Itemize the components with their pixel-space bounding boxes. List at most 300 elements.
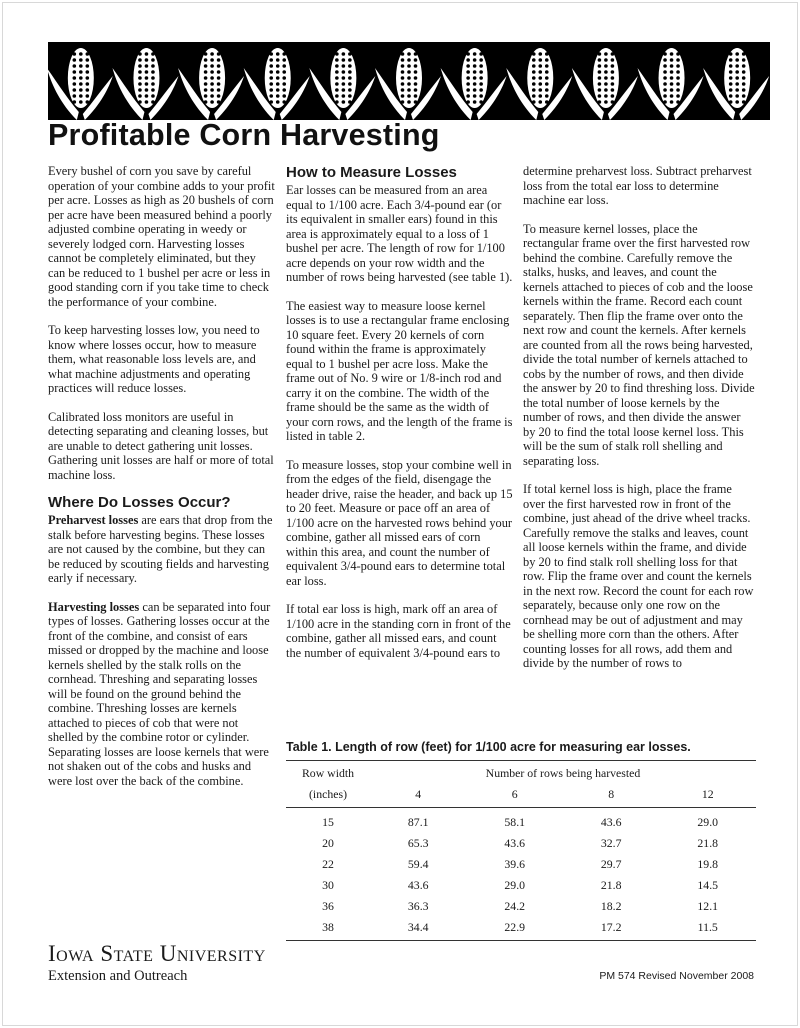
corn-kernel-dot <box>73 94 77 98</box>
corn-kernel-dot <box>545 64 549 68</box>
corn-kernel-dot <box>538 64 542 68</box>
corn-kernel-dot <box>407 94 411 98</box>
corn-kernel-dot <box>611 100 615 104</box>
corn-kernel-dot <box>611 64 615 68</box>
corn-kernel-dot <box>466 76 470 80</box>
corn-kernel-dot <box>538 94 542 98</box>
corn-kernel-dot <box>676 64 680 68</box>
paragraph-text: can be separated into four types of losses. Gathering losses occur at the front of the combine, and consist of ears missed or dropped by the machine and loose kernels shelled by the stalk rolls on the cornhead. Threshing and separating losses will be found on the ground behind the combine. Threshing losses are kernels attached to pieces of cob that were not shelled by the combine rotor or cylinder. Separating losses are loose kernels that were not shaken out of the cobs and husks and were lost over the back of the combine. <box>48 599 271 788</box>
corn-kernel-dot <box>473 52 477 56</box>
column-1 <box>48 164 276 802</box>
corn-kernel-dot <box>401 94 405 98</box>
row-width-cell: 36 <box>322 899 334 913</box>
corn-kernel-dot <box>479 58 483 62</box>
corn-kernel-dot <box>538 88 542 92</box>
corn-kernel-dot <box>604 76 608 80</box>
corn-kernel-dot <box>217 70 221 74</box>
corn-kernel-dot <box>735 70 739 74</box>
corn-kernel-dot <box>479 88 483 92</box>
corn-kernel-dot <box>466 94 470 98</box>
corn-kernel-dot <box>407 70 411 74</box>
table-cell: 18.2 <box>600 899 622 913</box>
row-width-unit: (inches) <box>286 784 370 808</box>
corn-kernel-dot <box>145 52 149 56</box>
corn-kernel-dot <box>342 94 346 98</box>
corn-kernel-dot <box>598 64 602 68</box>
corn-kernel-dot <box>401 64 405 68</box>
corn-kernel-dot <box>742 82 746 86</box>
paragraph: determine preharvest loss. Subtract preharvest loss from the total ear loss to determine machine ear loss. <box>523 164 752 207</box>
corn-kernel-dot <box>282 64 286 68</box>
corn-kernel-dot <box>414 52 418 56</box>
corn-kernel-dot <box>538 58 542 62</box>
corn-kernel-dot <box>79 70 83 74</box>
corn-kernel-dot <box>414 100 418 104</box>
corn-kernel-dot <box>473 100 477 104</box>
corn-kernel-dot <box>348 82 352 86</box>
corn-kernel-dot <box>670 82 674 86</box>
corn-kernel-dot <box>138 58 142 62</box>
section-heading-measure: How to Measure Losses <box>286 164 457 181</box>
corn-kernel-dot <box>670 58 674 62</box>
corn-kernel-dot <box>479 76 483 80</box>
corn-kernel-dot <box>663 82 667 86</box>
table-cell: 43.6 <box>504 836 526 850</box>
term-harvesting: Harvesting losses <box>48 599 140 614</box>
corn-kernel-dot <box>151 52 155 56</box>
corn-kernel-dot <box>210 70 214 74</box>
corn-kernel-dot <box>348 88 352 92</box>
corn-kernel-dot <box>276 82 280 86</box>
corn-kernel-dot <box>79 88 83 92</box>
corn-kernel-dot <box>335 64 339 68</box>
corn-kernel-dot <box>217 94 221 98</box>
table-row <box>286 896 756 917</box>
corn-kernel-dot <box>414 64 418 68</box>
corn-kernel-dot <box>742 100 746 104</box>
corn-kernel-dot <box>151 100 155 104</box>
corn-kernel-dot <box>79 58 83 62</box>
corn-kernel-dot <box>79 64 83 68</box>
intro-paragraph: Every bushel of corn you save by careful operation of your combine adds to your profit per acre. Losses as high as 20 bushels of corn per acre have been measured behind a poorly adjusted combine operating in weedy or severely lodged corn. Harvesting losses cannot be completely eliminated, but they can be reduced to 1 bushel per acre or less in good standing corn if you take time to check the performance of your combine. <box>48 164 275 309</box>
corn-kernel-dot <box>401 52 405 56</box>
corn-kernel-dot <box>73 52 77 56</box>
corn-kernel-dot <box>670 70 674 74</box>
corn-kernel-dot <box>138 52 142 56</box>
table-cell: 36.3 <box>407 899 429 913</box>
corn-kernel-dot <box>676 94 680 98</box>
corn-kernel-dot <box>86 64 90 68</box>
rows-harvested-header: Number of rows being harvested <box>370 761 756 785</box>
table-cell: 87.1 <box>407 815 429 829</box>
corn-kernel-dot <box>86 94 90 98</box>
corn-kernel-dot <box>598 94 602 98</box>
paragraph: If total kernel loss is high, place the frame over the first harvested row in front of the combine, just ahead of the drive wheel tracks. Carefully remove the stalks and leaves, count all loose kernels within the frame, and divide by 20 to find stalk roll shelling loss for that row. Flip the frame over and count the kernels in the next row. Record the count for each row separately, because only one row on the cornhead may be out of adjustment and may be shelling more corn than the others. After counting losses for all rows, add them and divide by the number of rows to <box>523 482 754 670</box>
corn-banner-icon <box>48 42 770 120</box>
corn-kernel-dot <box>742 58 746 62</box>
table-row <box>286 808 756 834</box>
corn-kernel-dot <box>473 94 477 98</box>
corn-kernel-dot <box>86 100 90 104</box>
corn-kernel-dot <box>348 76 352 80</box>
corn-kernel-dot <box>79 52 83 56</box>
corn-kernel-dot <box>598 100 602 104</box>
corn-kernel-dot <box>735 94 739 98</box>
column-3 <box>523 164 755 685</box>
corn-kernel-dot <box>742 94 746 98</box>
corn-kernel-dot <box>342 52 346 56</box>
corn-kernel-dot <box>401 76 405 80</box>
corn-kernel-dot <box>335 88 339 92</box>
corn-kernel-dot <box>335 82 339 86</box>
corn-kernel-dot <box>204 52 208 56</box>
corn-kernel-dot <box>217 64 221 68</box>
corn-kernel-dot <box>342 82 346 86</box>
corn-kernel-dot <box>401 100 405 104</box>
corn-kernel-dot <box>210 52 214 56</box>
corn-kernel-dot <box>217 76 221 80</box>
corn-kernel-dot <box>414 58 418 62</box>
corn-kernel-dot <box>414 88 418 92</box>
section-heading-losses: Where Do Losses Occur? <box>48 494 231 511</box>
corn-kernel-dot <box>414 82 418 86</box>
corn-kernel-dot <box>348 100 352 104</box>
corn-kernel-dot <box>479 64 483 68</box>
table-cell: 21.8 <box>600 878 622 892</box>
corn-kernel-dot <box>138 70 142 74</box>
corn-kernel-dot <box>407 88 411 92</box>
column-header: 6 <box>466 784 562 808</box>
corn-kernel-dot <box>663 64 667 68</box>
corn-kernel-dot <box>210 76 214 80</box>
table-cell: 65.3 <box>407 836 429 850</box>
corn-kernel-dot <box>86 70 90 74</box>
corn-kernel-dot <box>479 94 483 98</box>
corn-kernel-dot <box>145 76 149 80</box>
column-2 <box>286 164 514 674</box>
corn-kernel-dot <box>151 64 155 68</box>
corn-kernel-dot <box>545 88 549 92</box>
corn-kernel-dot <box>670 100 674 104</box>
table-cell: 19.8 <box>697 857 719 871</box>
corn-kernel-dot <box>145 100 149 104</box>
corn-kernel-dot <box>670 88 674 92</box>
corn-kernel-dot <box>204 58 208 62</box>
table-row <box>286 875 756 896</box>
corn-kernel-dot <box>282 88 286 92</box>
corn-kernel-dot <box>676 82 680 86</box>
corn-kernel-dot <box>676 88 680 92</box>
corn-kernel-dot <box>335 76 339 80</box>
corn-kernel-dot <box>407 100 411 104</box>
corn-kernel-dot <box>342 64 346 68</box>
corn-kernel-dot <box>348 64 352 68</box>
corn-kernel-dot <box>276 100 280 104</box>
corn-kernel-dot <box>735 100 739 104</box>
table-caption: Table 1. Length of row (feet) for 1/100 acre for measuring ear losses. <box>286 740 691 754</box>
corn-kernel-dot <box>538 100 542 104</box>
corn-kernel-dot <box>204 70 208 74</box>
row-width-cell: 15 <box>322 815 334 829</box>
corn-kernel-dot <box>545 52 549 56</box>
corn-kernel-dot <box>276 70 280 74</box>
corn-kernel-dot <box>348 94 352 98</box>
corn-kernel-dot <box>604 64 608 68</box>
corn-kernel-dot <box>276 88 280 92</box>
corn-kernel-dot <box>604 82 608 86</box>
corn-kernel-dot <box>342 70 346 74</box>
corn-kernel-dot <box>479 82 483 86</box>
corn-kernel-dot <box>204 100 208 104</box>
corn-kernel-dot <box>210 64 214 68</box>
corn-kernel-dot <box>611 58 615 62</box>
corn-kernel-dot <box>217 100 221 104</box>
paragraph-preharvest <box>48 513 276 586</box>
corn-kernel-dot <box>151 94 155 98</box>
table-cell: 17.2 <box>563 917 659 941</box>
corn-kernel-dot <box>676 76 680 80</box>
corn-kernel-dot <box>335 52 339 56</box>
corn-kernel-dot <box>598 52 602 56</box>
isu-logo <box>48 942 266 985</box>
corn-kernel-dot <box>598 88 602 92</box>
corn-kernel-dot <box>407 58 411 62</box>
corn-kernel-dot <box>138 82 142 86</box>
corn-kernel-dot <box>269 52 273 56</box>
corn-kernel-dot <box>407 82 411 86</box>
corn-kernel-dot <box>269 100 273 104</box>
corn-kernel-dot <box>466 70 470 74</box>
corn-kernel-dot <box>742 52 746 56</box>
corn-kernel-dot <box>473 76 477 80</box>
corn-kernel-dot <box>151 58 155 62</box>
corn-kernel-dot <box>545 58 549 62</box>
corn-kernel-dot <box>335 58 339 62</box>
row-width-cell: 38 <box>286 917 370 941</box>
column-header: 4 <box>370 784 466 808</box>
corn-kernel-dot <box>663 88 667 92</box>
corn-kernel-dot <box>210 58 214 62</box>
corn-kernel-dot <box>269 70 273 74</box>
corn-kernel-dot <box>473 88 477 92</box>
corn-kernel-dot <box>663 52 667 56</box>
corn-kernel-dot <box>729 64 733 68</box>
corn-kernel-dot <box>611 94 615 98</box>
corn-kernel-dot <box>73 64 77 68</box>
row-width-cell: 20 <box>322 836 334 850</box>
corn-kernel-dot <box>138 100 142 104</box>
corn-kernel-dot <box>466 52 470 56</box>
corn-kernel-dot <box>335 70 339 74</box>
corn-kernel-dot <box>86 88 90 92</box>
corn-kernel-dot <box>342 100 346 104</box>
corn-kernel-dot <box>86 52 90 56</box>
table-cell: 29.7 <box>600 857 622 871</box>
corn-kernel-dot <box>604 58 608 62</box>
corn-kernel-dot <box>73 88 77 92</box>
corn-kernel-dot <box>604 88 608 92</box>
org-name: Iowa State University <box>48 941 266 966</box>
corn-kernel-dot <box>466 100 470 104</box>
corn-kernel-dot <box>538 76 542 80</box>
corn-kernel-dot <box>611 76 615 80</box>
corn-kernel-dot <box>204 94 208 98</box>
corn-kernel-dot <box>210 100 214 104</box>
corn-kernel-dot <box>204 76 208 80</box>
column-header: 12 <box>659 784 756 808</box>
corn-kernel-dot <box>479 100 483 104</box>
corn-kernel-dot <box>282 94 286 98</box>
org-unit: Extension and Outreach <box>48 968 188 984</box>
paragraph: Ear losses can be measured from an area equal to 1/100 acre. Each 3/4-pound ear (or its equivalent in smaller ears) found in this area is approximately equal to a loss of 1 bushel per acre. The length of row for 1/100 acre depends on your row width and the number of rows being harvested (see table 1). <box>286 183 513 284</box>
corn-kernel-dot <box>742 70 746 74</box>
corn-kernel-dot <box>729 70 733 74</box>
corn-kernel-dot <box>604 70 608 74</box>
paragraph: To measure kernel losses, place the rectangular frame over the first harvested row behind the combine. Carefully remove the stalks, husks, and leaves, and count the kernels attached to pieces of cob and the loose kernels within the frame. Record each count separately. Then flip the frame over onto the next row and count the kernels. After kernels are counted from all the rows being harvested, divide the total number of kernels attached to cobs by the number of rows, and then divide the answer by 20 to find threshing loss. Divide the total number of loose kernels by the number of rows, and then divide the answer by 20 to find the total loose kernel loss. This will be the sum of stalk roll shelling and separating loss. <box>523 221 755 468</box>
corn-kernel-dot <box>348 58 352 62</box>
corn-kernel-dot <box>473 70 477 74</box>
table-cell: 29.0 <box>504 878 526 892</box>
corn-kernel-dot <box>735 82 739 86</box>
corn-kernel-dot <box>729 52 733 56</box>
corn-kernel-dot <box>73 76 77 80</box>
corn-kernel-dot <box>342 58 346 62</box>
corn-kernel-dot <box>676 58 680 62</box>
corn-kernel-dot <box>145 64 149 68</box>
corn-kernel-dot <box>538 82 542 86</box>
corn-kernel-dot <box>151 76 155 80</box>
corn-kernel-dot <box>276 64 280 68</box>
corn-kernel-dot <box>282 82 286 86</box>
corn-kernel-dot <box>269 88 273 92</box>
table-cell: 39.6 <box>504 857 526 871</box>
corn-kernel-dot <box>479 52 483 56</box>
corn-kernel-dot <box>611 82 615 86</box>
corn-kernel-dot <box>676 70 680 74</box>
corn-kernel-dot <box>466 58 470 62</box>
row-length-table <box>286 760 756 941</box>
corn-kernel-dot <box>73 58 77 62</box>
corn-kernel-dot <box>335 94 339 98</box>
corn-kernel-dot <box>210 94 214 98</box>
corn-kernel-dot <box>670 76 674 80</box>
corn-kernel-dot <box>676 52 680 56</box>
corn-kernel-dot <box>145 82 149 86</box>
corn-kernel-dot <box>407 64 411 68</box>
corn-kernel-dot <box>269 94 273 98</box>
corn-kernel-dot <box>401 70 405 74</box>
paragraph-harvesting <box>48 600 276 789</box>
corn-kernel-dot <box>670 52 674 56</box>
table-cell: 12.1 <box>697 899 719 913</box>
corn-kernel-dot <box>538 52 542 56</box>
corn-kernel-dot <box>598 70 602 74</box>
corn-kernel-dot <box>729 88 733 92</box>
term-preharvest: Preharvest losses <box>48 513 139 527</box>
corn-kernel-dot <box>532 100 536 104</box>
corn-kernel-dot <box>348 70 352 74</box>
table-cell: 14.5 <box>697 878 719 892</box>
corn-kernel-dot <box>729 94 733 98</box>
corn-kernel-dot <box>342 76 346 80</box>
corn-kernel-dot <box>217 52 221 56</box>
corn-kernel-dot <box>414 70 418 74</box>
corn-kernel-dot <box>210 82 214 86</box>
corn-kernel-dot <box>73 82 77 86</box>
corn-kernel-dot <box>401 88 405 92</box>
corn-kernel-dot <box>663 94 667 98</box>
corn-kernel-dot <box>401 58 405 62</box>
corn-kernel-dot <box>466 82 470 86</box>
corn-kernel-dot <box>335 100 339 104</box>
corn-kernel-dot <box>79 82 83 86</box>
corn-kernel-dot <box>145 70 149 74</box>
table-subheader-row <box>286 784 756 808</box>
corn-kernel-dot <box>138 94 142 98</box>
corn-kernel-dot <box>145 88 149 92</box>
corn-kernel-dot <box>598 82 602 86</box>
corn-kernel-dot <box>151 88 155 92</box>
corn-kernel-dot <box>86 58 90 62</box>
corn-kernel-dot <box>473 64 477 68</box>
corn-kernel-dot <box>282 52 286 56</box>
corn-kernel-dot <box>466 88 470 92</box>
table-cell: 34.4 <box>370 917 466 941</box>
corn-kernel-dot <box>545 82 549 86</box>
corn-kernel-dot <box>604 100 608 104</box>
corn-kernel-dot <box>735 52 739 56</box>
corn-kernel-dot <box>729 58 733 62</box>
corn-kernel-dot <box>204 88 208 92</box>
table-row <box>286 833 756 854</box>
corn-kernel-dot <box>407 52 411 56</box>
corn-kernel-dot <box>473 82 477 86</box>
corn-kernel-dot <box>663 70 667 74</box>
corn-kernel-dot <box>545 94 549 98</box>
corn-kernel-dot <box>532 94 536 98</box>
corn-kernel-dot <box>151 82 155 86</box>
corn-kernel-dot <box>729 100 733 104</box>
corn-kernel-dot <box>276 58 280 62</box>
table-cell: 43.6 <box>407 878 429 892</box>
corn-kernel-dot <box>276 76 280 80</box>
corn-kernel-dot <box>670 94 674 98</box>
corn-kernel-dot <box>204 64 208 68</box>
corn-kernel-dot <box>729 76 733 80</box>
paragraph: Calibrated loss monitors are useful in detecting separating and cleaning losses, but are unable to detect gathering unit losses. Gathering unit losses are half or more of total machine loss. <box>48 409 274 482</box>
corn-kernel-dot <box>401 82 405 86</box>
column-header: 8 <box>563 784 659 808</box>
corn-kernel-dot <box>538 70 542 74</box>
corn-kernel-dot <box>742 88 746 92</box>
corn-kernel-dot <box>86 82 90 86</box>
corn-kernel-dot <box>138 64 142 68</box>
corn-kernel-dot <box>217 88 221 92</box>
corn-kernel-dot <box>532 58 536 62</box>
table-cell: 24.2 <box>504 899 526 913</box>
corn-kernel-dot <box>79 94 83 98</box>
corn-kernel-dot <box>269 58 273 62</box>
corn-kernel-dot <box>604 52 608 56</box>
corn-kernel-dot <box>269 76 273 80</box>
table-row <box>286 854 756 875</box>
table-cell: 32.7 <box>600 836 622 850</box>
corn-kernel-dot <box>479 70 483 74</box>
corn-kernel-dot <box>729 82 733 86</box>
corn-kernel-dot <box>598 58 602 62</box>
table-1 <box>286 740 756 941</box>
paragraph: If total ear loss is high, mark off an area of 1/100 acre in the standing corn in front of the combine, gather all missed ears, and count the number of equivalent 3/4-pound ears to <box>286 602 511 660</box>
